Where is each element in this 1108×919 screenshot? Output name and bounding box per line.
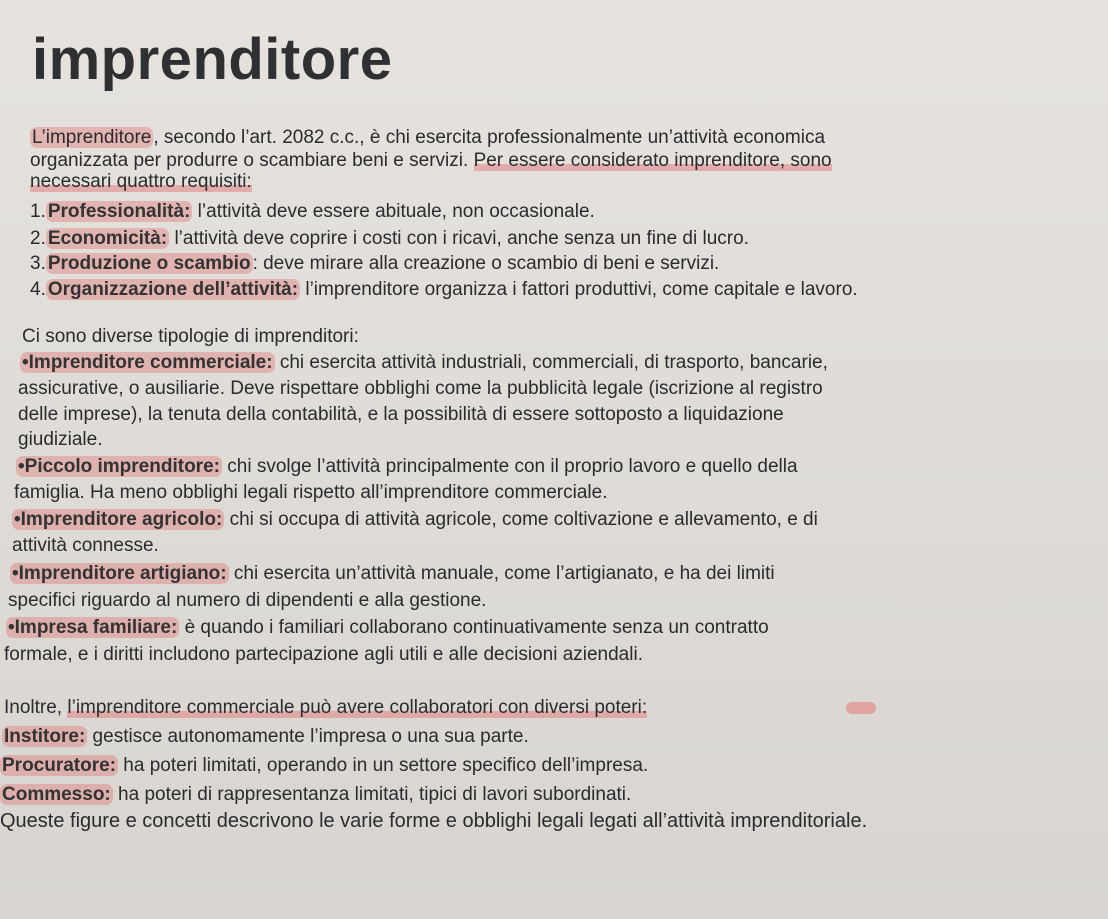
tipologia-term: •Imprenditore agricolo: [14, 509, 223, 530]
collaboratore-term: Procuratore: [2, 755, 117, 776]
tipologia-term: •Impresa familiare: [8, 617, 178, 638]
tipologia-item: •Imprenditore agricolo: chi si occupa di attività agricole, come coltivazione e allevamento, e di [14, 509, 818, 530]
tipologia-line: specifici riguardo al numero di dipendenti e alla gestione. [8, 590, 487, 611]
requisito-item: 4. Organizzazione dell’attività: l’imprenditore organizza i fattori produttivi, come capitale e lavoro. [30, 279, 858, 300]
tipologia-line: attività connesse. [12, 535, 159, 556]
intro-line-2: organizzata per produrre o scambiare beni e servizi. Per essere considerato imprenditore, sono [30, 150, 832, 171]
requisito-item: 1. Professionalità: l’attività deve essere abituale, non occasionale. [30, 201, 595, 222]
tipologia-item: •Impresa familiare: è quando i familiari collaborano continuativamente senza un contratto [8, 617, 769, 638]
tipologia-term: •Imprenditore artigiano: [12, 563, 227, 584]
tipologia-item: •Piccolo imprenditore: chi svolge l’attività principalmente con il proprio lavoro e quello della [18, 456, 798, 477]
underline-requisiti: Per essere considerato imprenditore, sono [473, 150, 832, 171]
tipologia-line: famiglia. Ha meno obblighi legali rispetto all’imprenditore commerciale. [14, 482, 608, 503]
requisito-term: Produzione o scambio [47, 253, 251, 274]
tipologie-intro: Ci sono diverse tipologie di imprenditori: [22, 326, 359, 347]
page-title: imprenditore [32, 27, 393, 92]
requisito-item: 3. Produzione o scambio : deve mirare alla creazione o scambio di beni e servizi. [30, 253, 720, 274]
requisito-item: 2. Economicità: l’attività deve coprire i costi con i ricavi, anche senza un fine di lucro. [30, 228, 749, 249]
tipologia-line: assicurative, o ausiliarie. Deve rispettare obblighi come la pubblicità legale (iscrizione al registro [18, 378, 823, 399]
collaboratore-item: Institore: gestisce autonomamente l’impresa o una sua parte. [4, 726, 529, 747]
tipologia-term: •Imprenditore commerciale: [22, 352, 273, 373]
requisito-term: Organizzazione dell’attività: [47, 279, 299, 300]
collaboratore-item: Procuratore: ha poteri limitati, operando in un settore specifico dell’impresa. [2, 755, 649, 776]
underline-collaboratori: l’imprenditore commerciale può avere collaboratori con diversi poteri: [67, 697, 648, 718]
conclusione: Queste figure e concetti descrivono le varie forme e obblighi legali legati all’attività imprenditoriale. [0, 810, 868, 832]
requisito-term: Economicità: [47, 228, 168, 249]
collaboratore-item: Commesso: ha poteri di rappresentanza limitati, tipici di lavori subordinati. [2, 784, 632, 805]
highlight-imprenditore: L’imprenditore [32, 127, 152, 148]
requisito-term: Professionalità: [47, 201, 191, 222]
intro-line-3: necessari quattro requisiti: [30, 171, 252, 192]
collaboratore-term: Institore: [4, 726, 86, 747]
highlighter-mark [846, 702, 876, 714]
tipologia-line: delle imprese), la tenuta della contabilità, e la possibilità di essere sottoposto a liquidazione [18, 404, 784, 425]
tipologia-item: •Imprenditore artigiano: chi esercita un’attività manuale, come l’artigianato, e ha dei limiti [12, 563, 775, 584]
tipologia-term: •Piccolo imprenditore: [18, 456, 220, 477]
intro-line-1: L’imprenditore , secondo l’art. 2082 c.c., è chi esercita professionalmente un’attività economica [32, 127, 826, 148]
tipologia-item: •Imprenditore commerciale: chi esercita attività industriali, commerciali, di trasporto, bancarie, [22, 352, 828, 373]
collaboratori-intro: Inoltre, l’imprenditore commerciale può avere collaboratori con diversi poteri: [4, 697, 648, 718]
tipologia-line: giudiziale. [18, 429, 103, 450]
collaboratore-term: Commesso: [2, 784, 111, 805]
tipologia-line: formale, e i diritti includono partecipazione agli utili e alle decisioni aziendali. [4, 644, 643, 665]
